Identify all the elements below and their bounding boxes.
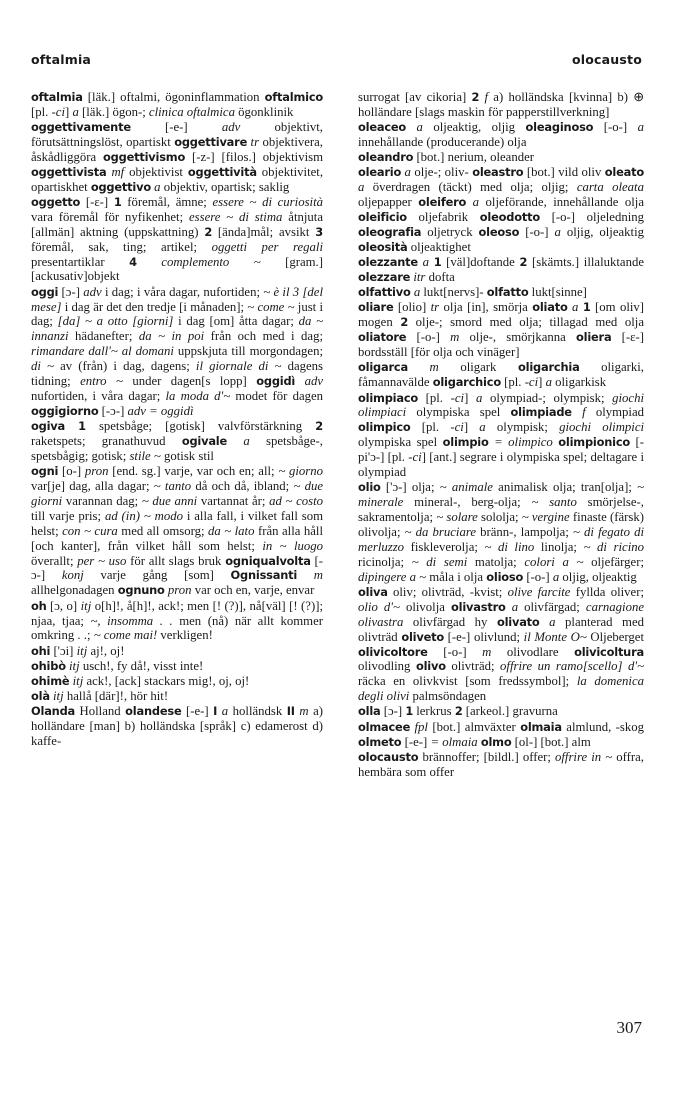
dictionary-entry: ohimè itj ack!, [ack] stackars mig!, oj, oj! bbox=[31, 674, 250, 689]
dictionary-entry: ogiva 1 spetsbåge; [gotisk] valvförstärkning 2 raketspets; granathuvud ogivale a spetsbåge-, spetsbågig; gotisk; stile ~ gotisk stil bbox=[31, 419, 324, 463]
dictionary-entry: oh [ɔ, o] itj o[h]!, å[h]!, ack!; men [! (?)], nå[väl] [! (?)]; njaa, tjaa; ~, insomma . . men (nå) när allt kommer omkring . .; ~ come mai! verkligen! bbox=[31, 598, 323, 643]
dictionary-entry: olla [ɔ-] 1 lerkrus 2 [arkeol.] gravurna bbox=[358, 704, 558, 719]
dictionary-entry: olà itj hallå [där]!, hör hit! bbox=[31, 689, 169, 704]
dictionary-entry: olocausto brännoffer; [bildl.] offer; offrire in ~ offra, hembära som offer bbox=[358, 749, 644, 779]
running-head-left: oftalmia bbox=[31, 52, 92, 67]
dictionary-entry: surrogat [av cikoria] 2 f a) holländska [kvinna] b) ⊕ holländare [slags maskin för papperstillverkning] bbox=[358, 90, 644, 119]
dictionary-entry: oleario a olje-; oliv- oleastro [bot.] vild oliv oleato a överdragen (täckt) med olja; oljig; carta oleata oljepapper oleifero a oljeförande, innehållande olja oleificio oljefabrik oleodotto [-o-] oljeledning oleografia oljetryck oleoso [-o-] a oljig, oljeaktig oleosità oljeaktighet bbox=[358, 165, 644, 254]
dictionary-entry: olezzante a 1 [väl]doftande 2 [skämts.] illaluktande olezzare itr dofta bbox=[358, 255, 644, 285]
dictionary-entry: oligarca m oligark oligarchia oligarki, fåmannavälde oligarchico [pl. -ci] a oligarkisk bbox=[358, 360, 644, 390]
dictionary-entry: olfattivo a lukt[nervs]- olfatto lukt[sinne] bbox=[358, 285, 587, 300]
right-column bbox=[358, 90, 644, 780]
dictionary-entry: ohi ['ɔi] itj aj!, oj! bbox=[31, 643, 125, 658]
dictionary-entry: oleandro [bot.] nerium, oleander bbox=[358, 150, 534, 165]
dictionary-entry: olmacee fpl [bot.] almväxter olmaia almlund, -skog olmeto [-e-] = olmaia olmo [ol-] [bot.] alm bbox=[358, 719, 645, 749]
running-head-right: olocausto bbox=[571, 52, 642, 67]
dictionary-entry: oggettivamente [-e-] adv objektivt, förutsättningslöst, opartiskt oggettivare tr objektivera, åskådliggöra oggettivismo [-z-] [filos.] objektivism oggettivista mf objektivist oggettività objektivitet, opartiskhet oggettivo a objektiv, opartisk; saklig bbox=[31, 120, 324, 194]
left-column bbox=[31, 90, 323, 749]
dictionary-entry: ogni [o-] pron [end. sg.] varje, var och en; all; ~ giorno var[je] dag, alla dagar; ~ tanto då och då, ibland; ~ due giorni varannan dag; ~ due anni vartannat år; ad ~ costo till varje pris; ad (in) ~ modo i alla fall, i vilket fall som helst; con ~ cura med all omsorg; da ~ lato från alla håll [och kanter], från vilket håll som helst; in ~ luogo överallt; per ~ uso för allt slags bruk ogniqualvolta [-ɔ-] konj varje gång [som] Ognissanti m allhelgonadagen ognuno pron var och en, varje, envar bbox=[31, 464, 324, 598]
dictionary-entry: olio ['ɔ-] olja; ~ animale animalisk olja; tran[olja]; ~ minerale mineral-, berg-olja; ~ santo smörjelse-, sakramentolja; ~ solare sololja; ~ vergine finaste (färsk) olivolja; ~ da bruciare bränn-, lampolja; ~ di fegato di merluzzo fiskleverolja; ~ di lino linolja; ~ di ricino ricinolja; ~ di semi matolja; colori a ~ oljefärger; dipingere a ~ måla i olja olioso [-o-] a oljig, oljeaktig bbox=[358, 480, 645, 584]
dictionary-entry: olimpiaco [pl. -ci] a olympiad-; olympisk; giochi olimpiaci olympiska spel olimpiade f olympiad olimpico [pl. -ci] a olympisk; giochi olimpici olympiska spel olimpio = olimpico olimpionico [-pi'ɔ-] [pl. -ci] [ant.] segrare i olympiska spel; deltagare i olympiad bbox=[358, 390, 645, 480]
dictionary-entry: oggi [ɔ-] adv i dag; i våra dagar, nufortiden; ~ è il 3 [del mese] i dag är det den tredje [i månaden]; ~ come ~ just i dag; [da] ~ a otto [giorni] i dag [om] åtta dagar; da ~ innanzi hädanefter; da ~ in poi från och med i dag; rimandare dall'~ al domani uppskjuta till morgondagen; di ~ av (från) i dag, dagens; il giornale di ~ dagens tidning; entro ~ under dagen[s lopp] oggidì adv nufortiden, i våra dagar; la moda d'~ modet för dagen oggigiorno [-ɔ-] adv = oggidì bbox=[31, 284, 324, 418]
dictionary-entry: oggetto [-ɛ-] 1 föremål, ämne; essere ~ di curiosità vara föremål för nyfikenhet; essere ~ di stima åtnjuta [allmän] aktning (uppskattning) 2 [ända]mål; avsikt 3 föremål, sak, ting; artikel; oggetti per regali presentartiklar 4 complemento ~ [gram.] [ackusativ]objekt bbox=[31, 194, 323, 284]
page-number: 307 bbox=[616, 1018, 642, 1037]
dictionary-entry: oliare [olio] tr olja [in], smörja oliato a 1 [om oliv] mogen 2 olje-; smord med olja; tillagad med olja oliatore [-o-] m olje-, smörjkanna oliera [-ɛ-] bordsställ [för olja och vinäger] bbox=[358, 300, 645, 360]
dictionary-entry: oftalmia [läk.] oftalmi, ögoninflammation oftalmico [pl. -ci] a [läk.] ögon-; clinica oftalmica ögonklinik bbox=[31, 90, 323, 119]
dictionary-entry: oliva oliv; olivträd, -kvist; olive farcite fyllda oliver; olio d'~ olivolja olivastro a olivfärgad; carnagione olivastra olivfärgad hy olivato a planterad med olivträd oliveto [-e-] olivlund; il Monte O~ Oljeberget olivicoltore [-o-] m olivodlare olivicoltura olivodling olivo olivträd; offrire un ramo[scello] d'~ räcka en olivkvist [som fredssymbol]; la domenica degli olivi palmsöndagen bbox=[358, 584, 645, 704]
dictionary-entry: oleaceo a oljeaktig, oljig oleaginoso [-o-] a innehållande (producerande) olja bbox=[358, 120, 644, 150]
dictionary-entry: Olanda Holland olandese [-e-] I a holländsk II m a) holländare [man] b) holländska [språk] c) edamerost d) kaffe- bbox=[31, 704, 324, 749]
dictionary-entry: ohibò itj usch!, fy då!, visst inte! bbox=[31, 658, 204, 673]
